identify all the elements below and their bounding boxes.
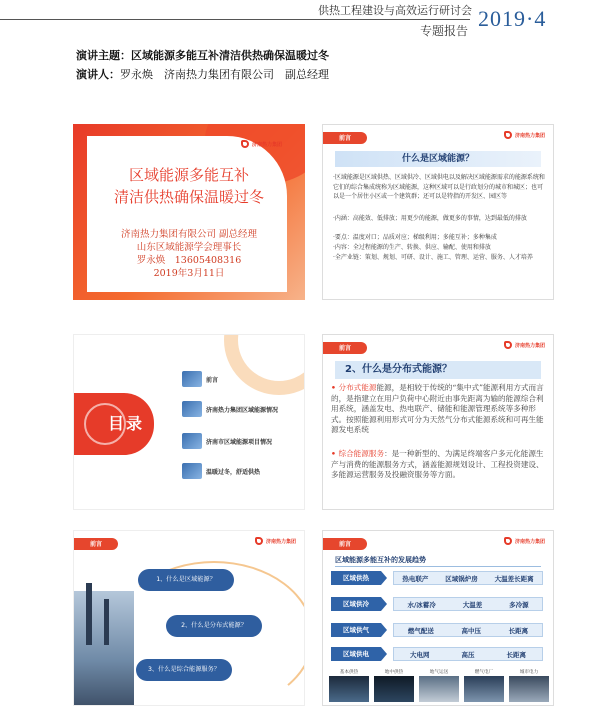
slide-distributed-energy xyxy=(322,334,554,510)
bullet-definition: ·区域能源是区域供热、区域供冷、区域供电以及解决区域能源需求的能源系统和它们的综合集成统称为区域能源，这种区域可以是行政划分的城市和城区；也可以是一个居住小区或一个建筑群；还可以是特指的开发区、园区等 xyxy=(333,174,545,200)
highlight-term: 分布式能源 xyxy=(338,383,377,392)
contents-block xyxy=(74,393,154,455)
trend-option: 高中压 xyxy=(461,626,481,635)
contents-item xyxy=(182,371,218,387)
trend-options xyxy=(393,647,543,661)
trend-option: 燃气配送 xyxy=(407,626,434,635)
bullet-content: ·内容：全过程能源的生产、转换、供应、输配、使用和排放 xyxy=(333,244,491,251)
slide-header xyxy=(74,531,304,553)
speaker-value: 罗永焕 济南热力集团有限公司 副总经理 xyxy=(120,68,329,81)
bullet-keypoints: ·要点：温度对口；品质对应；梯级利用；多能互补；多种集成 xyxy=(333,234,497,241)
slide-heading: 什么是区域能源？ xyxy=(335,151,541,167)
photo-item xyxy=(329,669,369,702)
paragraph-integrated-service xyxy=(331,449,547,481)
photo-image xyxy=(329,676,369,702)
logo-text: 济南热力集团 xyxy=(265,538,296,545)
photo-item xyxy=(419,669,459,702)
trend-options xyxy=(393,571,543,585)
slide-preface-questions xyxy=(73,530,305,706)
photo-item xyxy=(464,669,504,702)
contents-item-label: 温暖过冬，舒适供热 xyxy=(206,468,261,476)
slide-heading: 2、什么是分布式能源？ xyxy=(335,361,541,379)
section-tag-text: 前言 xyxy=(339,135,352,142)
question-pill: 2、什么是分布式能源？ xyxy=(166,615,262,637)
photo-image xyxy=(419,676,459,702)
slide-date: 2019年3月11日 xyxy=(153,268,225,279)
photo-item xyxy=(509,669,549,702)
slide-role: 山东区域能源学会理事长 xyxy=(136,242,242,253)
trend-option: 多冷源 xyxy=(509,600,529,609)
arrow-right-icon xyxy=(381,597,387,611)
issue-year: 2019·4 xyxy=(478,6,547,31)
photo-strip xyxy=(329,669,549,702)
trend-options xyxy=(393,597,543,611)
trend-options xyxy=(393,623,543,637)
photo-caption: 城市电力 xyxy=(519,670,539,675)
contents-item xyxy=(182,433,272,449)
slide-what-is-district-energy xyxy=(322,124,554,300)
contents-item xyxy=(182,401,278,417)
section-tag xyxy=(323,132,367,144)
slide-header xyxy=(323,335,553,357)
contents-item xyxy=(182,463,260,479)
photo-thumbnail-icon xyxy=(182,463,202,479)
arrow-right-icon xyxy=(381,647,387,661)
logo-icon xyxy=(504,537,512,545)
trend-option: 大温差长距离 xyxy=(494,574,534,583)
speaker-label: 演讲人： xyxy=(76,68,120,81)
question-pill: 1、什么是区域能源？ xyxy=(138,569,234,591)
company-logo xyxy=(255,537,296,545)
arrow-right-icon xyxy=(381,571,387,585)
trend-option: 高压 xyxy=(461,650,475,659)
photo-caption: 地气运送 xyxy=(429,670,449,675)
trend-option: 区域锅炉房 xyxy=(445,574,478,583)
header-rule xyxy=(0,19,470,20)
photo-caption: 地中供热 xyxy=(384,670,404,675)
section-tag-text: 前言 xyxy=(90,541,103,548)
highlight-term: 综合能源服务 xyxy=(338,449,385,458)
contents-item-label: 前言 xyxy=(206,376,219,384)
trend-category: 区域供冷 xyxy=(331,597,381,611)
topic-label: 演讲主题： xyxy=(76,49,131,62)
trend-category: 区域供气 xyxy=(331,623,381,637)
decorative-ring xyxy=(224,334,305,395)
photo-image xyxy=(464,676,504,702)
section-tag xyxy=(323,342,367,354)
trend-row xyxy=(331,571,543,585)
photo-caption: 基本供热 xyxy=(339,670,359,675)
trend-option: 大电网 xyxy=(410,650,430,659)
trend-row xyxy=(331,597,543,611)
section-tag xyxy=(323,538,367,550)
photo-thumbnail-icon xyxy=(182,401,202,417)
logo-icon xyxy=(504,131,512,139)
tower-icon xyxy=(104,599,109,645)
logo-text: 济南热力集团 xyxy=(252,141,283,148)
contents-title: 目录 xyxy=(108,414,145,433)
slide-header xyxy=(323,531,553,553)
company-logo xyxy=(504,341,545,349)
photo-thumbnail-icon xyxy=(182,371,202,387)
photo-caption: 燃气电厂 xyxy=(474,670,494,675)
trend-option: 大温差 xyxy=(462,600,483,609)
photo-item xyxy=(374,669,414,702)
contents-item-label: 济南热力集团区域能源情况 xyxy=(206,406,279,414)
bullet-industry-chain: ·全产业链：策划、规划、可研、设计、施工、管理、运营、服务、人才培养 xyxy=(333,254,533,261)
photo-thumbnail-icon xyxy=(182,433,202,449)
speaker-line xyxy=(76,66,329,82)
company-logo xyxy=(241,140,282,148)
logo-text: 济南热力集团 xyxy=(514,342,545,349)
question-pill: 3、什么是综合能源服务？ xyxy=(136,659,232,681)
trend-option: 长距离 xyxy=(508,626,529,635)
logo-icon xyxy=(504,341,512,349)
company-logo xyxy=(504,537,545,545)
slide-development-trend xyxy=(322,530,554,706)
slide-contact: 罗永焕 13605408316 xyxy=(136,255,242,266)
trend-row xyxy=(331,647,543,661)
bullet-dot-icon: • xyxy=(331,449,339,458)
trend-category: 区域供热 xyxy=(331,571,381,585)
topic-value: 区域能源多能互补清洁供热确保温暖过冬 xyxy=(131,49,329,62)
section-tag-text: 前言 xyxy=(339,345,352,352)
tower-icon xyxy=(86,583,92,645)
bullet-dot-icon: • xyxy=(331,383,339,392)
company-logo xyxy=(504,131,545,139)
section-tag xyxy=(74,538,118,550)
slide-org: 济南热力集团有限公司 副总经理 xyxy=(120,229,258,240)
photo-image xyxy=(374,676,414,702)
contents-item-label: 济南市区域能源项目情况 xyxy=(206,438,273,446)
section-label: 专题报告 xyxy=(420,24,469,38)
logo-text: 济南热力集团 xyxy=(514,132,545,139)
logo-icon xyxy=(241,140,249,148)
trend-option: 长距离 xyxy=(506,650,526,659)
trend-category: 区域供电 xyxy=(331,647,381,661)
paragraph-distributed-energy xyxy=(331,383,547,436)
paragraph-text: 能源，是相较于传统的“集中式”能源利用方式而言的，是指建立在用户负荷中心附近由事先距离为输的能源综合利用系统，涵盖发电、热电联产、储能和能源管理系统等多种形式。按照能源利用形式可分为天然气分布式能源系统和可再生能源发电系统 xyxy=(331,383,544,434)
slide-header xyxy=(323,125,553,147)
logo-text: 济南热力集团 xyxy=(514,538,545,545)
trend-option: 水/冰蓄冷 xyxy=(407,600,436,609)
section-tag-text: 前言 xyxy=(339,541,352,548)
conference-title: 供热工程建设与高效运行研讨会 xyxy=(318,4,472,17)
paragraph-text: ：是一种新型的、为满足终端客户多元化能源生产与消费的能源服务方式，涵盖能源规划设计、工程投资建设、多能源运营服务及投融资服务等方面。 xyxy=(331,449,544,479)
photo-image xyxy=(509,676,549,702)
slide-contents xyxy=(73,334,305,510)
logo-icon xyxy=(255,537,263,545)
bullet-connotation: ·内涵：高能效、低排放；用更少的能源，做更多的事情，达到最低的排放 xyxy=(333,215,527,222)
slide-title-line1: 区域能源多能互补 xyxy=(128,166,249,184)
slide-title-line2: 清洁供热确保温暖过冬 xyxy=(113,188,264,206)
trend-row xyxy=(331,623,543,637)
topic-line xyxy=(76,47,329,63)
arrow-right-icon xyxy=(381,623,387,637)
slide-title xyxy=(73,124,305,300)
trend-option: 热电联产 xyxy=(402,574,429,583)
slide-heading: 区域能源多能互补的发展趋势 xyxy=(335,555,541,567)
